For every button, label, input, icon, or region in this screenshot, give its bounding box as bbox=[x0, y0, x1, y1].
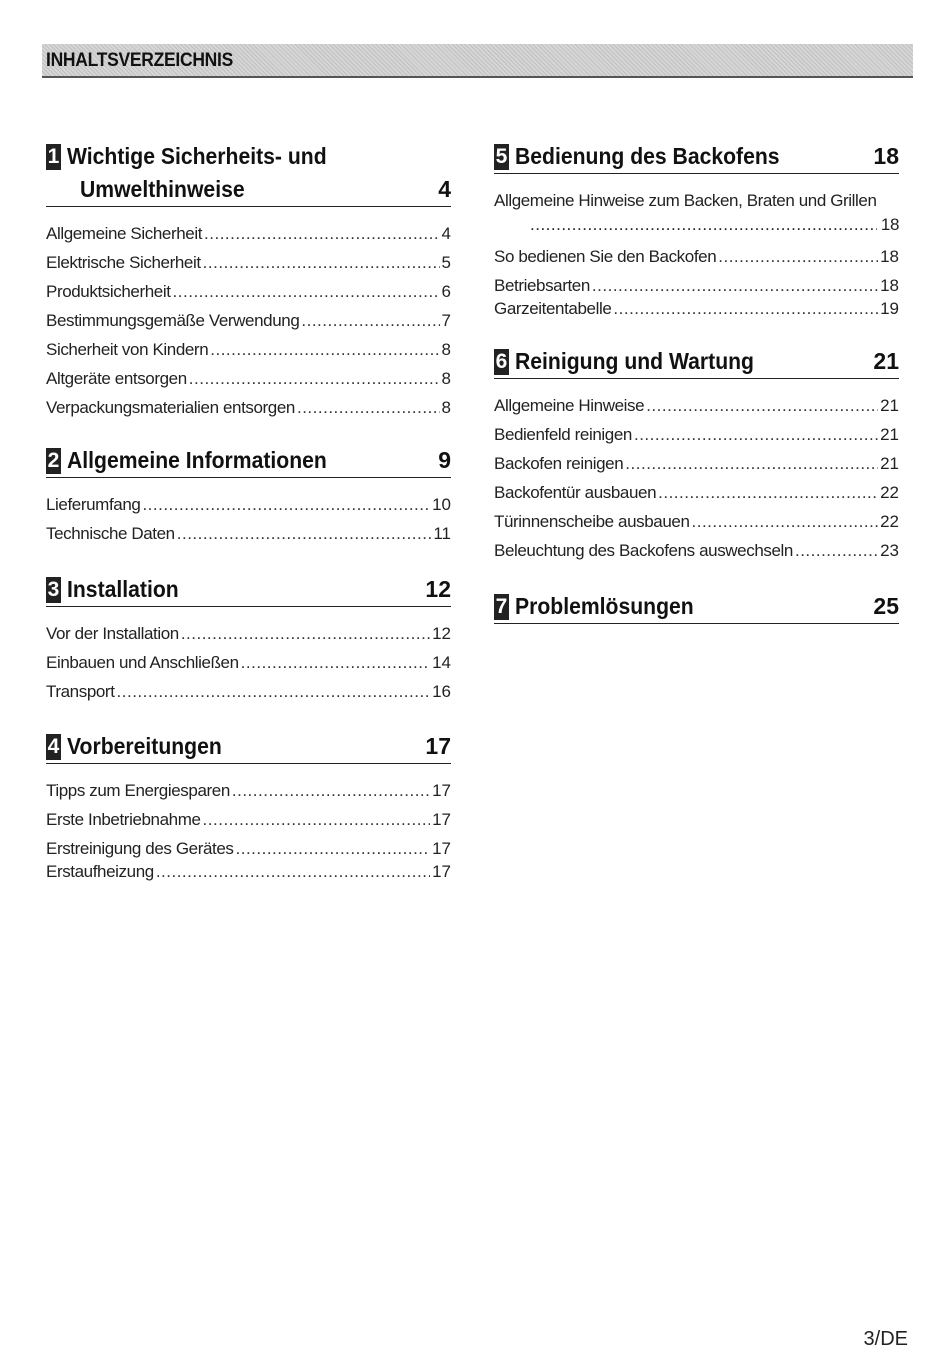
toc-entry[interactable] bbox=[46, 519, 451, 548]
toc-entry-label: Vor der Installation bbox=[46, 624, 179, 643]
section-number: 7 bbox=[495, 595, 508, 618]
section-page: 17 bbox=[425, 733, 451, 759]
section-heading[interactable] bbox=[494, 345, 899, 379]
section-number: 4 bbox=[47, 735, 60, 758]
section-number: 2 bbox=[47, 449, 60, 472]
section-number: 3 bbox=[47, 578, 60, 601]
toc-entry-page: 18 bbox=[880, 276, 899, 295]
toc-entry[interactable] bbox=[46, 619, 451, 648]
toc-entry-label: Technische Daten bbox=[46, 524, 175, 543]
section-number: 5 bbox=[495, 145, 508, 168]
toc-entry[interactable] bbox=[494, 449, 899, 478]
toc-entry-page: 4 bbox=[441, 224, 451, 243]
toc-entry-label: Beleuchtung des Backofens auswechseln bbox=[494, 541, 793, 560]
toc-entry-page: 10 bbox=[432, 495, 451, 514]
toc-entry-page: 16 bbox=[432, 682, 451, 701]
toc-entry-page: 19 bbox=[880, 299, 899, 318]
toc-entry[interactable] bbox=[46, 648, 451, 677]
toc-entry-label: Elektrische Sicherheit bbox=[46, 253, 201, 272]
leader-dots bbox=[692, 507, 879, 536]
leader-dots bbox=[181, 619, 430, 648]
section-page: 25 bbox=[873, 593, 899, 619]
toc-entry-label: Tipps zum Energiesparen bbox=[46, 781, 230, 800]
leader-dots bbox=[173, 277, 440, 306]
section-heading[interactable] bbox=[494, 140, 899, 174]
section-heading[interactable] bbox=[46, 730, 451, 764]
section-title-line2: Umwelthinweise bbox=[80, 176, 245, 202]
section-page: 12 bbox=[425, 576, 451, 602]
header-bar bbox=[42, 44, 913, 78]
leader-dots bbox=[646, 391, 878, 420]
section-title: Installation bbox=[67, 576, 179, 602]
toc-section-7 bbox=[494, 590, 899, 624]
toc-entry-label: Erstreinigung des Gerätes bbox=[46, 839, 234, 858]
leader-dots bbox=[203, 248, 440, 277]
toc-entry-page: 6 bbox=[441, 282, 451, 301]
leader-dots bbox=[613, 297, 878, 320]
toc-entry-page: 17 bbox=[432, 781, 451, 800]
section-title: Problemlösungen bbox=[515, 593, 694, 619]
toc-section-2 bbox=[46, 444, 451, 548]
toc-entry-page: 18 bbox=[880, 247, 899, 266]
toc-entry-label: Allgemeine Hinweise zum Backen, Braten und Grillen bbox=[494, 191, 877, 210]
toc-entry[interactable] bbox=[46, 776, 451, 805]
toc-entry-label: Garzeitentabelle bbox=[494, 299, 612, 318]
toc-entry-label: Backofentür ausbauen bbox=[494, 483, 657, 502]
toc-entry-label: Altgeräte entsorgen bbox=[46, 369, 187, 388]
toc-entry-label: Türinnenscheibe ausbauen bbox=[494, 512, 690, 531]
toc-entry-label: Betriebsarten bbox=[494, 276, 590, 295]
section-title: Bedienung des Backofens bbox=[515, 143, 780, 169]
leader-dots bbox=[142, 490, 430, 519]
section-title: Allgemeine Informationen bbox=[67, 447, 327, 473]
leader-dots bbox=[625, 449, 878, 478]
toc-entry-page: 12 bbox=[432, 624, 451, 643]
toc-entry[interactable] bbox=[46, 490, 451, 519]
toc-entry-page: 8 bbox=[441, 398, 451, 417]
section-heading[interactable] bbox=[46, 573, 451, 607]
section-heading[interactable] bbox=[46, 140, 451, 207]
leader-dots bbox=[236, 837, 431, 860]
leader-dots bbox=[795, 536, 878, 565]
section-title: Reinigung und Wartung bbox=[515, 348, 754, 374]
leader-dots bbox=[634, 420, 878, 449]
toc-entry[interactable] bbox=[494, 274, 899, 297]
toc-section-5 bbox=[494, 140, 899, 320]
toc-entry-label: Lieferumfang bbox=[46, 495, 141, 514]
toc-entry-page: 21 bbox=[880, 425, 899, 444]
toc-entry-page: 22 bbox=[880, 483, 899, 502]
toc-entry[interactable] bbox=[46, 248, 451, 277]
toc-entry-label: Allgemeine Sicherheit bbox=[46, 224, 203, 243]
leader-dots bbox=[189, 364, 440, 393]
toc-entry-page: 21 bbox=[880, 454, 899, 473]
leader-dots bbox=[156, 860, 430, 883]
leader-dots bbox=[232, 776, 430, 805]
toc-entry[interactable] bbox=[494, 189, 899, 237]
leader-dots bbox=[177, 519, 432, 548]
toc-entry-page: 11 bbox=[433, 524, 451, 543]
toc-entry-list bbox=[46, 219, 451, 422]
toc-entry-label: Backofen reinigen bbox=[494, 454, 624, 473]
toc-entry[interactable] bbox=[46, 364, 451, 393]
toc-entry-page: 18 bbox=[880, 215, 899, 234]
leader-dots bbox=[718, 242, 878, 271]
page-number: 3/DE bbox=[863, 1328, 908, 1350]
toc-entry[interactable] bbox=[494, 536, 899, 565]
toc-entry-page: 8 bbox=[441, 369, 451, 388]
toc-entry-page: 5 bbox=[441, 253, 451, 272]
toc-entry-label: Sicherheit von Kindern bbox=[46, 340, 209, 359]
toc-entry-list bbox=[46, 619, 451, 706]
toc-section-4 bbox=[46, 730, 451, 883]
section-page: 21 bbox=[873, 348, 899, 374]
toc-entry-page: 17 bbox=[432, 810, 451, 829]
toc-entry[interactable] bbox=[494, 242, 899, 271]
toc-entry-page: 21 bbox=[880, 396, 899, 415]
toc-entry-label: Bedienfeld reinigen bbox=[494, 425, 632, 444]
toc-entry[interactable] bbox=[494, 507, 899, 536]
section-page: 9 bbox=[438, 447, 451, 473]
leader-dots bbox=[297, 393, 440, 422]
toc-section-3 bbox=[46, 573, 451, 706]
toc-entry-label: Erste Inbetriebnahme bbox=[46, 810, 201, 829]
toc-entry-page: 17 bbox=[432, 862, 451, 881]
toc-entry-list bbox=[46, 776, 451, 883]
section-title: Vorbereitungen bbox=[67, 733, 222, 759]
toc-entry-list bbox=[46, 490, 451, 548]
toc-entry-page: 8 bbox=[441, 340, 451, 359]
toc-entry-label: Transport bbox=[46, 682, 115, 701]
toc-entry[interactable] bbox=[46, 860, 451, 883]
toc-entry[interactable] bbox=[46, 805, 451, 834]
leader-dots bbox=[658, 478, 878, 507]
leader-dots bbox=[204, 219, 440, 248]
toc-entry[interactable] bbox=[494, 391, 899, 420]
section-heading[interactable] bbox=[46, 444, 451, 478]
leader-dots bbox=[241, 648, 430, 677]
toc-entry-list bbox=[494, 391, 899, 565]
toc-entry[interactable] bbox=[494, 420, 899, 449]
section-number: 6 bbox=[495, 350, 508, 373]
toc-section-6 bbox=[494, 345, 899, 565]
toc-entry-page: 14 bbox=[432, 653, 451, 672]
toc-entry-page: 22 bbox=[880, 512, 899, 531]
section-page: 18 bbox=[873, 143, 899, 169]
toc-entry[interactable] bbox=[46, 306, 451, 335]
page-title: INHALTSVERZEICHNIS bbox=[46, 50, 234, 71]
toc-entry-label: Erstaufheizung bbox=[46, 862, 154, 881]
toc-entry[interactable] bbox=[46, 393, 451, 422]
toc-entry-list bbox=[494, 189, 899, 320]
toc-entry[interactable] bbox=[46, 335, 451, 364]
toc-entry[interactable] bbox=[494, 297, 899, 320]
toc-entry-label: Produktsicherheit bbox=[46, 282, 171, 301]
toc-entry-page: 23 bbox=[880, 541, 899, 560]
toc-entry[interactable] bbox=[46, 219, 451, 248]
leader-dots bbox=[117, 677, 431, 706]
toc-entry-label: Einbauen und Anschließen bbox=[46, 653, 239, 672]
toc-entry-label: Bestimmungsgemäße Verwendung bbox=[46, 311, 300, 330]
leader-dots bbox=[301, 306, 439, 335]
section-heading[interactable] bbox=[494, 590, 899, 624]
toc-entry-label: Verpackungsmaterialien entsorgen bbox=[46, 398, 295, 417]
toc-section-1 bbox=[46, 140, 451, 422]
section-page: 4 bbox=[438, 176, 451, 202]
section-number: 1 bbox=[47, 145, 60, 168]
toc-entry[interactable] bbox=[46, 677, 451, 706]
leader-dots bbox=[210, 335, 439, 364]
toc-entry-label: Allgemeine Hinweise bbox=[494, 396, 645, 415]
leader-dots bbox=[203, 805, 431, 834]
toc-entry[interactable] bbox=[494, 478, 899, 507]
section-title: Wichtige Sicherheits- und bbox=[67, 143, 327, 169]
toc-entry-page: 7 bbox=[441, 311, 451, 330]
toc-entry-label: So bedienen Sie den Backofen bbox=[494, 247, 717, 266]
toc-entry[interactable] bbox=[46, 837, 451, 860]
leader-dots bbox=[592, 274, 878, 297]
toc-entry-page: 17 bbox=[432, 839, 451, 858]
leader-dots bbox=[530, 213, 877, 237]
toc-entry[interactable] bbox=[46, 277, 451, 306]
